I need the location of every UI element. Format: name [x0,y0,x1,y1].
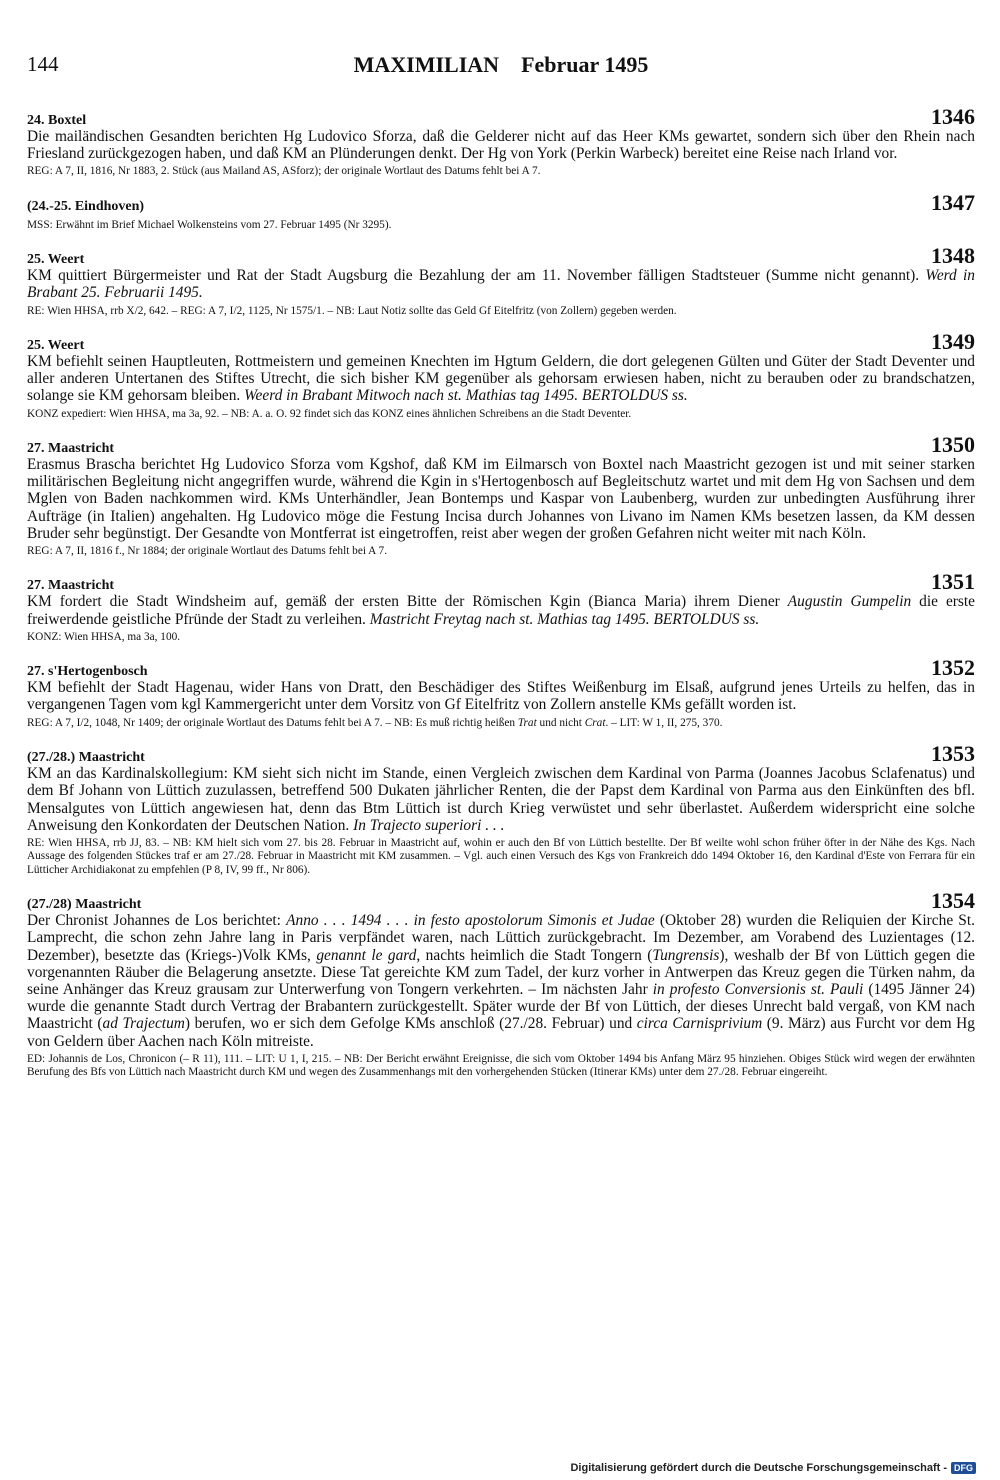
entry-body [27,765,975,834]
entry-header [27,243,975,269]
running-title-date: Februar 1495 [521,52,649,77]
text-run: Werd in Brabant 25. Februarii 1495. [27,267,975,302]
entry-number: 1349 [931,329,975,355]
text-run: ) berufen, wo er sich dem Gefolge KMs anschloß (27./28. Februar) und [184,1015,637,1033]
text-run: , nachts heimlich die Stadt Tongern ( [416,946,653,964]
entry-header [27,888,975,914]
regest-entry [27,329,975,421]
text-run: . – LIT: W 1, II, 275, 370. [605,716,723,729]
regest-entry [27,569,975,644]
entry-source-note [27,305,975,318]
regest-entry [27,432,975,558]
regest-entry [27,243,975,318]
regest-entry [27,741,975,877]
text-run: Der Chronist Johannes de Los berichtet: [27,912,287,930]
page-header [27,52,975,82]
text-run: KM befiehlt der Stadt Hagenau, wider Hans von Dratt, den Beschädiger des Stiftes Weißenburg im Elsaß, aufgrund jenes Urteils zu helfen, das in vergangenen Tagen vom kgl Kammergericht unter dem Vorsitz von Gf Eitelfritz von Zollern anstelle KMs gefällt worden ist. [27,679,975,714]
text-run: Tungrensis [652,946,720,964]
entry-source-note [27,837,975,877]
text-run: Crat [584,716,606,729]
text-run: genannt le gard [316,946,417,964]
entry-header [27,569,975,595]
text-run: und nicht [536,716,585,729]
text-run: REG: A 7, I/2, 1048, Nr 1409; der originale Wortlaut des Datums fehlt bei A 7. – NB: Es muß richtig heißen [27,716,518,729]
entry-header [27,190,975,216]
text-run: die erste freiwerdende geistliche Pfründe der Stadt zu verleihen. [27,593,975,628]
entry-source-note [27,165,975,178]
text-run: KM an das Kardinalskollegium: KM sieht sich nicht im Stande, einen Vergleich zwischen dem Kardinal von Parma (Joannes Jacobus Sclafenatus) und dem Bf Johann von Lüttich zuzulassen, betreffend 500 Dukaten jährlicher Renten, die der Papst dem Kardinal von Parma aus den Einkünften des bfl. Mensalgutes von Lüttich angewiesen hat, denn das Btm Lüttich ist durch Krieg verwüstet und sehr überlastet. Außerdem widerspricht eine solche Anweisung den Konkordaten der Deutschen Nation. [27,765,975,834]
text-run: KM befiehlt seinen Hauptleuten, Rottmeistern und gemeinen Knechten im Hgtum Geldern, die dort gelegenen Gülten und Güter der Stadt Deventer und aller anderen Untertanen des Stiftes Utrecht, die sich bisher KM gegenüber als gehorsam erwiesen haben, nicht zu berauben oder zu brandschatzen, solange sie KM gehorsam bleiben. [27,353,975,405]
text-run: KONZ: Wien HHSA, ma 3a, 100. [27,630,181,643]
entry-source-note [27,717,975,730]
regest-entry [27,190,975,232]
entry-place-date: 24. Boxtel [27,113,87,128]
running-title-name: MAXIMILIAN [353,52,500,77]
entry-header [27,104,975,130]
regest-entry [27,888,975,1079]
text-run: ), weshalb der Bf von Lüttich gegen die vorgenannten Räuber die Belagerung ansetzte. Diese Tat gereichte KM zum Tadel, der kurz vorher in Antwerpen das Kreuz gegen die Türken nahm, da seine Anhänger das Kreuz grausam zur Unterwerfung von Tongern verkehrten. – Im nächsten Jahr [27,946,975,998]
text-run: RE: Wien HHSA, rrb JJ, 83. – NB: KM hielt sich vom 27. bis 28. Februar in Maastricht auf, wohin er auch den Bf von Lüttich bestellte. Der Bf weilte wohl schon früher öfter in der Nähe des Kgs. Nach Aussage des folgenden Stückes traf er am 27./28. Februar in Maastricht mit KM zusammen. – Vgl. auch einen Versuch des Kgs von Frankreich ddo 1494 Oktober 16, den Kardinal d'Este von Ferrara für ein Lütticher Archidiakonat zu empfehlen (P 8, IV, 99 ff., Nr 806). [27,836,975,876]
entry-number: 1350 [931,432,975,458]
footer-text: Digitalisierung gefördert durch die Deutsche Forschungsgemeinschaft - [570,1462,947,1474]
entry-body [27,353,975,405]
running-title [27,52,975,78]
text-run: Mastricht Freytag nach st. Mathias tag 1495. BERTOLDUS ss. [369,610,760,628]
regest-entry [27,104,975,179]
dfg-logo: DFG [951,1462,976,1474]
page-number: 144 [27,52,59,76]
text-run: (9. März) aus Furcht vor dem Hg von Geldern über Aachen nach Köln mitreiste. [27,1015,975,1050]
text-run: In Trajecto superiori . . . [353,816,505,834]
entry-number: 1353 [931,741,975,767]
entry-place-date: (27./28.) Maastricht [27,750,145,766]
entry-body [27,128,975,162]
text-run: ad Trajectum [102,1015,185,1033]
regest-entry [27,655,975,730]
entry-body [27,912,975,1050]
entry-source-note [27,1053,975,1080]
text-run: REG: A 7, II, 1816, Nr 1883, 2. Stück (aus Mailand AS, ASforz); der originale Wortlaut des Datums fehlt bei A 7. [27,165,541,178]
text-run: Trat [517,716,537,729]
text-run: Augustin Gumpelin [787,593,912,611]
text-run: KONZ expediert: Wien HHSA, ma 3a, 92. – NB: A. a. O. 92 findet sich das KONZ eines ähnlichen Schreibens an die Stadt Deventer. [27,407,632,420]
entry-place-date: 27. s'Hertogenbosch [27,664,148,680]
entry-number: 1351 [931,569,975,595]
entry-header [27,741,975,767]
entry-header [27,329,975,355]
entry-header [27,432,975,458]
entry-place-date: (27./28) Maastricht [27,897,142,913]
text-run: Anno . . . 1494 . . . in festo apostolorum Simonis et Judae [286,912,655,930]
text-run: (Oktober 28) wurden die Reliquien der Kirche St. Lamprecht, die schon zehn Jahre lang in Paris verpfändet waren, nach Lüttich zurückgebracht. Im Dezember, am Vorabend des Luzientages (12. Dezember), besetzte das (Kriegs-)Volk KMs, [27,912,975,964]
text-run: circa Carnisprivium [636,1015,763,1033]
entry-place-date: 27. Maastricht [27,578,115,594]
text-run: KM quittiert Bürgermeister und Rat der Stadt Augsburg die Bezahlung der am 11. November fälligen Stadtsteuer (Summe nicht genannt). [27,267,926,285]
entry-number: 1346 [931,104,975,129]
entry-body [27,267,975,301]
text-run: Weerd in Brabant Mitwoch nach st. Mathias tag 1495. BERTOLDUS ss. [244,387,688,405]
text-run: RE: Wien HHSA, rrb X/2, 642. – REG: A 7, I/2, 1125, Nr 1575/1. – NB: Laut Notiz sollte das Geld Gf Eitelfritz (von Zollern) gegeben werden. [27,304,677,317]
entry-header [27,655,975,681]
text-run: (1495 Jänner 24) wurde die genannte Stadt durch Vertrag der Brabantern zurückgestellt. Später wurde der Bf von Lüttich, der dieses Unrecht bald vergaß, von KM nach Maastricht ( [27,980,975,1033]
entry-body [27,593,975,627]
entry-place-date: 27. Maastricht [27,441,115,457]
text-run: KM fordert die Stadt Windsheim auf, gemäß der ersten Bitte der Römischen Kgin (Bianca Maria) ihrem Diener [27,593,788,611]
entry-body [27,679,975,713]
entry-body [27,456,975,542]
entry-place-date: (24.-25. Eindhoven) [27,198,145,214]
entry-source-note [27,631,975,644]
entry-source-note [27,219,975,232]
entry-number: 1347 [931,189,975,215]
entry-number: 1348 [931,243,975,269]
text-run: Erasmus Brascha berichtet Hg Ludovico Sforza vom Kgshof, daß KM im Eilmarsch von Boxtel nach Maastricht gezogen ist und mit seiner starken militärischen Begleitung nicht angegriffen wurde, während die Kgin in s'Hertogenbosch auf Begleitschutz wartet und mit dem Hg von Sachsen und dem Mglen von Baden nachkommen wird. KMs Unterhändler, Jean Bontemps und Kaspar von Laubenberg, wurden zur unbedingten Ausführung ihrer Aufträge (in Italien) angehalten. Hg Ludovico möge die Festung Incisa durch Johannes von Livano im Namen KMs besetzen lassen, da KM dessen Bruder sehr begünstigt. Der Gesandte von Montferrat ist eingetroffen, reist aber wegen der großen Gefahren nicht weiter mit nach Köln. [27,456,975,542]
entry-place-date: 25. Weert [27,338,85,354]
entry-source-note [27,545,975,558]
text-run: ED: Johannis de Los, Chronicon (– R 11), 111. – LIT: U 1, I, 215. – NB: Der Bericht erwähnt Ereignisse, die sich vom Oktober 1494 bis Anfang März 95 hinziehen. Obiges Stück wird wegen der erwähnten Berufung des Bfs von Lüttich nach Maastricht durch KM und wegen des Zusammenhangs mit den vorhergehenden Stücken (Itinerar KMs) unter dem 27./28. Februar eingereiht. [27,1052,975,1079]
entry-list [27,104,975,1091]
footer-credit [570,1462,976,1474]
entry-source-note [27,408,975,421]
entry-number: 1354 [931,888,975,914]
text-run: Die mailändischen Gesandten berichten Hg Ludovico Sforza, daß die Gelderer nicht auf das Heer KMs gewartet, sondern sich über den Rhein nach Friesland zurückgezogen haben, und daß KM an Plünderungen denkt. Der Hg von York (Perkin Warbeck) bereitet eine Reise nach Irland vor. [27,128,975,163]
text-run: in profesto Conversionis st. Pauli [652,980,864,998]
text-run: MSS: Erwähnt im Brief Michael Wolkensteins vom 27. Februar 1495 (Nr 3295). [27,218,392,231]
entry-place-date: 25. Weert [27,252,85,268]
entry-number: 1352 [931,655,975,681]
text-run: REG: A 7, II, 1816 f., Nr 1884; der originale Wortlaut des Datums fehlt bei A 7. [27,545,388,558]
